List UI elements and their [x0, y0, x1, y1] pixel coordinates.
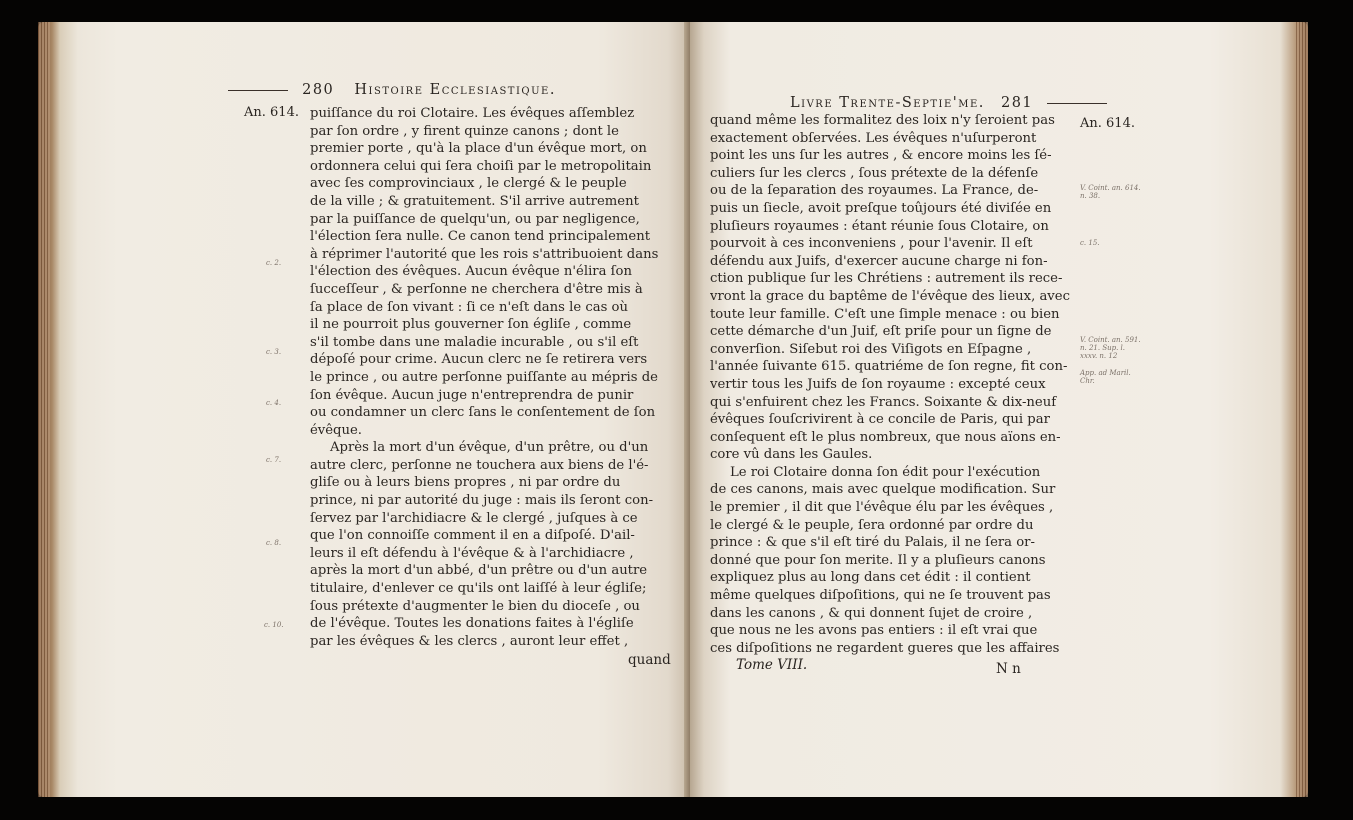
text-line: ces diſpoſitions ne regardent gueres que les affaires — [710, 640, 1060, 656]
header-rule — [228, 90, 288, 91]
left-catchword: quand — [628, 652, 671, 668]
text-line: leurs il eſt défendu à l'évêque & à l'archidiacre , — [310, 545, 634, 561]
left-body-text — [310, 105, 680, 650]
text-line: pluſieurs royaumes : étant réunie ſous Clotaire, on — [710, 218, 1049, 234]
text-line: l'élection ſera nulle. Ce canon tend principalement — [310, 229, 651, 245]
left-marginal-note: c. 10. — [264, 621, 284, 629]
text-line: prince, ni par autorité du juge : mais ils ſeront con- — [310, 493, 654, 509]
text-line: évêque. — [310, 422, 362, 438]
text-line: vertir tous les Juifs de ſon royaume : excepté ceux — [710, 376, 1046, 392]
text-line: ſon évêque. Aucun juge n'entreprendra de punir — [310, 387, 634, 403]
left-running-title: Histoire Ecclesiastique. — [354, 82, 556, 98]
text-line: culiers ſur les clercs , ſous prétexte de la défenſe — [710, 165, 1039, 181]
text-line: s'il tombe dans une maladie incurable , ou s'il eſt — [310, 334, 639, 350]
text-line: prince : & que s'il eſt tiré du Palais, il ne ſera or- — [710, 535, 1035, 551]
text-line: ordonnera celui qui ſera choiſi par le metropolitain — [310, 158, 652, 174]
text-line: à réprimer l'autorité que les rois s'attribuoient dans — [310, 246, 659, 262]
text-line: conſequent eſt le plus nombreux, que nous aïons en- — [710, 429, 1061, 445]
text-line: le premier , il dit que l'évêque élu par les évêques , — [710, 500, 1054, 516]
text-line: donné que pour ſon merite. Il y a pluſieurs canons — [710, 552, 1046, 568]
text-line: puis un ſiecle, avoit preſque toûjours été diviſée en — [710, 200, 1052, 216]
volume-text: Tome VIII. — [736, 657, 808, 673]
text-line: ſucceſſeur , & perſonne ne cherchera d'être mis à — [310, 281, 643, 297]
text-line: que l'on connoiſſe comment il en a diſpoſé. D'ail- — [310, 528, 635, 544]
text-line: que nous ne les avons pas entiers : il eſt vrai que — [710, 623, 1038, 639]
right-running-head — [790, 95, 1115, 111]
text-line: l'année ſuivante 615. quatriéme de ſon regne, fit con- — [710, 359, 1068, 375]
text-line: ſa place de ſon vivant : ſi ce n'eſt dans le cas où — [310, 299, 628, 315]
right-marginal-note: c. 15. — [1080, 239, 1100, 247]
text-line: le prince , ou autre perſonne puiſſante au mépris de — [310, 369, 658, 385]
left-marginal-note: c. 7. — [266, 456, 282, 464]
text-line: défendu aux Juifs, d'exercer aucune charge ni fon- — [710, 253, 1048, 269]
text-line: par ſon ordre , y firent quinze canons ; dont le — [310, 123, 619, 139]
text-line: converſion. Siſebut roi des Viſigots en Eſpagne , — [710, 341, 1032, 357]
text-line: dans les canons , & qui donnent ſujet de croire , — [710, 605, 1033, 621]
text-line: cette démarche d'un Juif, eſt priſe pour un ſigne de — [710, 324, 1052, 340]
right-body-text — [710, 112, 1072, 657]
text-line: ſervez par l'archidiacre & le clergé , juſques à ce — [310, 510, 638, 526]
text-line: après la mort d'un abbé, d'un prêtre ou d'un autre — [310, 563, 648, 579]
left-marginal-note: c. 2. — [266, 259, 282, 267]
right-volume-label — [736, 657, 807, 673]
right-running-title: Livre Trente-Septie'me. — [790, 95, 985, 111]
text-line: vront la grace du baptême de l'évêque des lieux, avec — [710, 288, 1070, 304]
text-line: Après la mort d'un évêque, d'un prêtre, ou d'un — [330, 440, 649, 456]
text-line: point les uns ſur les autres , & encore moins les ſé- — [710, 148, 1052, 164]
text-line: ou condamner un clerc ſans le conſentement de ſon — [310, 405, 656, 421]
text-line: premier porte , qu'à la place d'un évêque mort, on — [310, 141, 647, 157]
text-line: Le roi Clotaire donna ſon édit pour l'exécution — [730, 464, 1041, 480]
right-marginal-note: App. ad Maril. Chr. — [1080, 369, 1131, 385]
text-line: ction publique ſur les Chrétiens : autrement ils rece- — [710, 271, 1063, 287]
left-year-label: An. 614. — [244, 105, 299, 120]
text-line: il ne pourroit plus gouverner ſon égliſe , comme — [310, 317, 632, 333]
header-rule — [1047, 103, 1107, 104]
text-line: évêques ſouſcrivirent à ce concile de Paris, qui par — [710, 412, 1050, 428]
text-line: qui s'enfuirent chez les Francs. Soixante & dix-neuf — [710, 394, 1057, 410]
text-line: par les évêques & les clercs , auront leur effet , — [310, 633, 629, 649]
text-line: de la ville ; & gratuitement. S'il arrive autrement — [310, 193, 639, 209]
text-line: le clergé & le peuple, ſera ordonné par ordre du — [710, 517, 1034, 533]
right-marginal-note: V. Coint. an. 591. n. 21. Sup. l. xxxv. n. 12 — [1080, 336, 1141, 360]
text-line: pourvoit à ces inconveniens , pour l'avenir. Il eſt — [710, 236, 1033, 252]
right-page-number: 281 — [1000, 95, 1034, 111]
text-line: expliquez plus au long dans cet édit : il contient — [710, 570, 1031, 586]
right-page — [690, 22, 1308, 797]
left-page — [38, 22, 690, 797]
left-page-edges — [38, 22, 50, 797]
left-marginal-note: c. 3. — [266, 348, 282, 356]
text-line: exactement obſervées. Les évêques n'uſurperont — [710, 130, 1037, 146]
right-year-label: An. 614. — [1080, 116, 1135, 131]
text-line: de l'évêque. Toutes les donations faites à l'égliſe — [310, 616, 634, 632]
text-line: l'élection des évêques. Aucun évêque n'élira ſon — [310, 264, 632, 280]
right-page-edges — [1296, 22, 1308, 797]
left-marginal-note: c. 8. — [266, 539, 282, 547]
text-line: toute leur famille. C'eſt une ſimple menace : ou bien — [710, 306, 1060, 322]
right-marginal-note: V. Coint. an. 614. n. 38. — [1080, 184, 1141, 200]
text-line: ſous prétexte d'augmenter le bien du dioceſe , ou — [310, 598, 640, 614]
text-line: autre clerc, perſonne ne touchera aux biens de l'é- — [310, 457, 649, 473]
right-signature-mark: N n — [996, 661, 1021, 677]
left-running-head — [228, 82, 556, 98]
text-line: gliſe ou à leurs biens propres , ni par ordre du — [310, 475, 621, 491]
left-page-number: 280 — [302, 82, 335, 98]
text-line: par la puiſſance de quelqu'un, ou par negligence, — [310, 211, 640, 227]
left-marginal-note: c. 4. — [266, 399, 282, 407]
text-line: ou de la ſeparation des royaumes. La France, de- — [710, 183, 1039, 199]
text-line: titulaire, d'enlever ce qu'ils ont laiſſé à leur égliſe; — [310, 581, 647, 597]
text-line: dépoſé pour crime. Aucun clerc ne ſe retirera vers — [310, 352, 648, 368]
text-line: quand même les formalitez des loix n'y ſeroient pas — [710, 113, 1055, 128]
text-line: de ces canons, mais avec quelque modification. Sur — [710, 482, 1056, 498]
text-line: avec ſes comprovinciaux , le clergé & le peuple — [310, 176, 627, 192]
text-line: même quelques diſpoſitions, qui ne ſe trouvent pas — [710, 588, 1051, 604]
text-line: puiſſance du roi Clotaire. Les évêques aſſemblez — [310, 106, 635, 121]
text-line: core vû dans les Gaules. — [710, 447, 873, 463]
